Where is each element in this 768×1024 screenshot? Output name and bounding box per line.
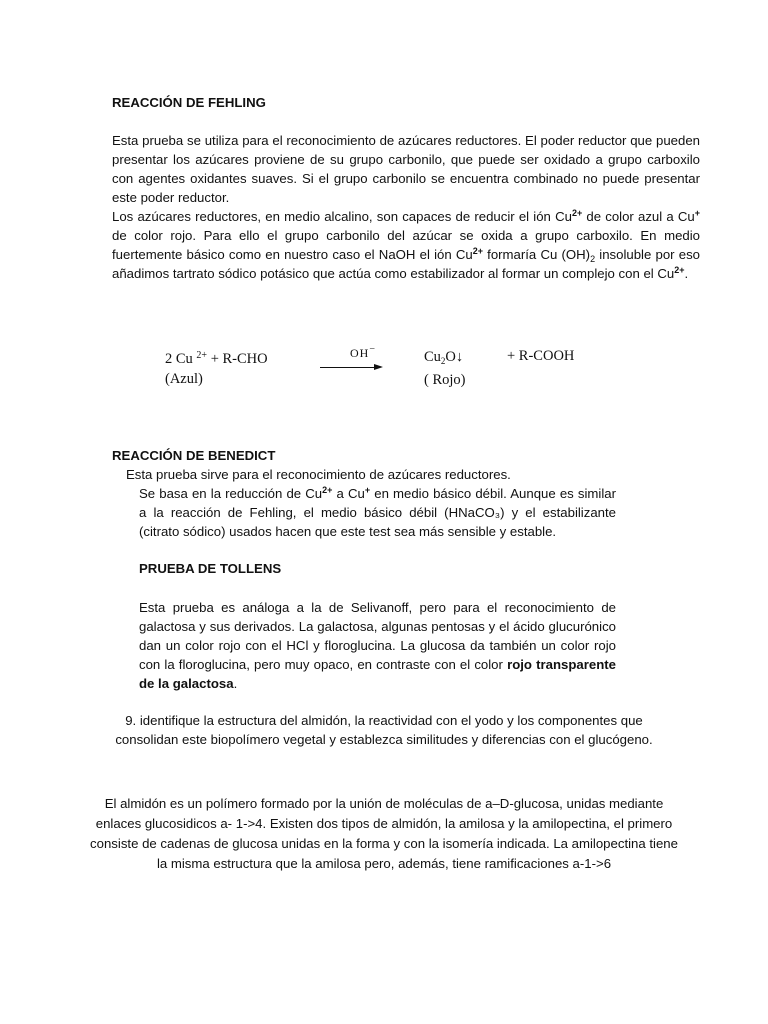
equation-product-color: ( Rojo) [424, 372, 466, 388]
answer-line-1: El almidón es un polímero formado por la unión de moléculas de a–D-glucosa, unidas mediante [104, 796, 664, 811]
answer-line-2: enlaces glucosidicos a- 1->4. Existen dos tipos de almidón, la amilosa y la amilopectina, el primero [95, 816, 673, 831]
reaction-arrow-line [320, 367, 376, 368]
question-line-2: consolidan este biopolímero vegetal y establezca similitudes y diferencias con el glucógeno. [115, 732, 653, 747]
equation-product-2: + R-COOH [507, 348, 575, 364]
equation-catalyst: OH− [350, 344, 376, 360]
fehling-heading: REACCIÓN DE FEHLING [112, 95, 266, 110]
answer-paragraph [20, 794, 748, 874]
fehling-section [112, 131, 700, 283]
equation-product: $Cu_2O↓$ [424, 349, 464, 366]
equation-reactant-color: (Azul) [165, 371, 203, 387]
fehling-paragraph-2: Los azúcares reductores, en medio alcalino, son capaces de reducir el ión $Cu^{2+}$ de color azul a Cu+ de color rojo. Para ello el grupo carbonilo del azúcar se oxida a grupo carboxilo. En medio fuertemente básico como en nuestro caso el NaOH el ión $Cu^{2+}$ formaría Cu $(OH)_2$ insoluble por eso añadimos tartrato sódico potásico que actúa como estabilizador al formar un complejo con el $Cu^{2+}$. [112, 208, 701, 281]
answer-line-4: la misma estructura que la amilosa pero, además, tiene ramificaciones a-1->6 [156, 856, 612, 871]
equation-reactants: 2 Cu $^{2+}$ + R-CHO [165, 350, 268, 367]
tollens-paragraph: Esta prueba es análoga a la de Selivanoff, pero para el reconocimiento de galactosa y sus derivados. La galactosa, algunas pentosas y el ácido glucurónico dan un color rojo con el HCl y floroglucina. La glucosa da también un color rojo con la floroglucina, pero muy opaco, en contraste con el color rojo transparente de la galactosa. [139, 600, 616, 691]
question-9 [40, 711, 728, 749]
answer-line-3: consiste de cadenas de glucosa unidas en la forma y con la isomería indicada. La amilopectina tiene [90, 836, 678, 851]
benedict-heading: REACCIÓN DE BENEDICT [112, 448, 276, 463]
benedict-line-1: Esta prueba sirve para el reconocimiento de azúcares reductores. [126, 467, 511, 482]
reaction-arrow-icon [374, 364, 383, 370]
tollens-heading: PRUEBA DE TOLLENS [139, 561, 282, 576]
benedict-paragraph: Se basa en la reducción de $Cu^{2+}$ a Cu+ en medio básico débil. Aunque es similar a la reacción de Fehling, el medio básico débil (HNaCO₃) y el estabilizante (citrato sódico) usados hacen que este test sea más sensible y estable. [139, 485, 616, 539]
fehling-paragraph-1: Esta prueba se utiliza para el reconocimiento de azúcares reductores. El poder reductor que pueden presentar los azúcares proviene de su grupo carbonilo, que puede ser oxidado a grupo carboxilo con agentes oxidantes suaves. Si el grupo carbonilo se encuentra combinado no puede presentar este poder reductor. [112, 133, 700, 205]
question-line-1: 9. identifique la estructura del almidón, la reactividad con el yodo y los componentes que [125, 713, 643, 728]
